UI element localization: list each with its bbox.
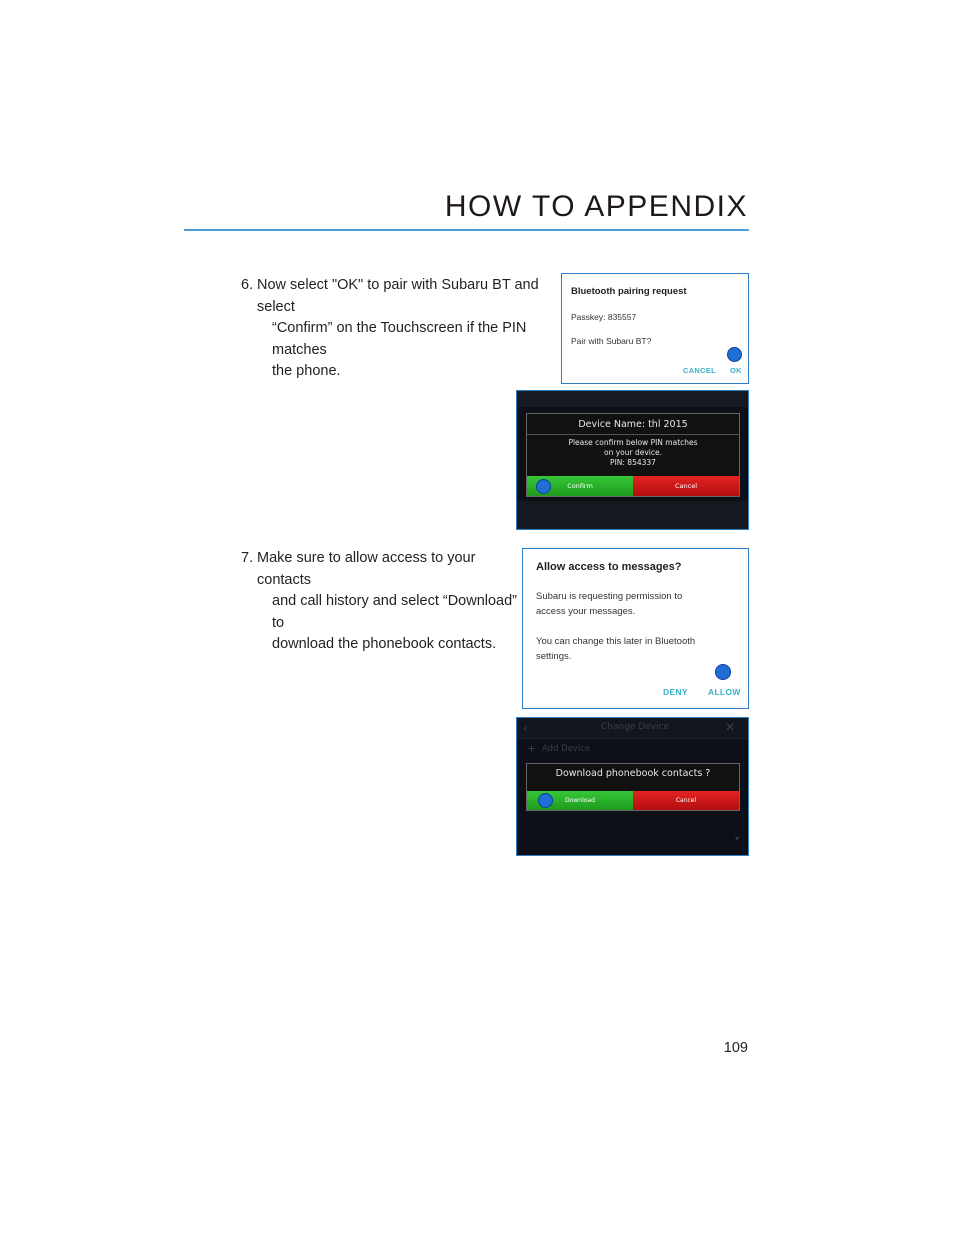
step-line: “Confirm” on the Touchscreen if the PIN matches [272, 320, 527, 358]
confirm-message-2: on your device. [604, 448, 662, 457]
screen-status-bar [517, 391, 748, 407]
touch-indicator-icon [727, 347, 742, 362]
plus-icon: + [527, 742, 537, 755]
messages-dialog [522, 548, 749, 709]
step-line: Make sure to allow access to your contacts [257, 550, 476, 588]
touch-indicator-icon [536, 479, 551, 494]
settings-text-1: You can change this later in Bluetooth [536, 636, 696, 647]
dialog-title: Bluetooth pairing request [571, 286, 687, 297]
step-6 [241, 275, 561, 383]
screen-header-title: Change Device [601, 722, 670, 732]
step-line: Now select "OK" to pair with Subaru BT and select [257, 277, 539, 315]
deny-button[interactable]: DENY [663, 687, 688, 697]
touch-indicator-icon [538, 793, 553, 808]
ok-button[interactable]: OK [730, 366, 742, 375]
cancel-button[interactable]: CANCEL [683, 366, 717, 375]
permission-text-2: access your messages. [536, 606, 636, 617]
permission-text-1: Subaru is requesting permission to [536, 591, 683, 602]
popup-divider [527, 434, 739, 435]
back-icon[interactable]: ‹ [523, 721, 528, 735]
passkey-text: Passkey: 835557 [571, 312, 637, 322]
step-line: and call history and select “Download” to [272, 593, 518, 631]
touch-indicator-icon [715, 664, 731, 680]
settings-text-2: settings. [536, 651, 572, 662]
step-7 [241, 548, 531, 656]
step-number: 7. [241, 550, 254, 566]
step-line: download the phonebook contacts. [272, 636, 497, 652]
step-number: 6. [241, 277, 254, 293]
allow-button[interactable]: ALLOW [708, 687, 741, 697]
confirm-message-1: Please confirm below PIN matches [568, 438, 698, 447]
scroll-down-icon[interactable]: ▾ [735, 834, 740, 843]
cancel-button[interactable]: Cancel [633, 791, 739, 810]
download-prompt: Download phonebook contacts ? [555, 768, 711, 779]
header-rule [184, 229, 749, 231]
cancel-button[interactable]: Cancel [633, 476, 739, 496]
pairing-dialog [561, 273, 749, 384]
page-number: 109 [723, 1040, 748, 1056]
confirm-screen [516, 390, 749, 530]
add-device-item[interactable]: Add Device [542, 744, 591, 754]
download-button[interactable]: Download [527, 791, 633, 810]
pin-text: PIN: 854337 [610, 458, 656, 467]
confirm-button[interactable]: Confirm [527, 476, 633, 496]
section-title: HOW TO APPENDIX [444, 190, 748, 223]
step-line: the phone. [272, 363, 341, 379]
dialog-title: Allow access to messages? [536, 561, 682, 573]
bottom-nav-bar [517, 501, 748, 529]
pair-question: Pair with Subaru BT? [571, 336, 652, 346]
close-icon[interactable]: ✕ [725, 720, 736, 734]
device-name: Device Name: thl 2015 [578, 419, 688, 430]
download-screen [516, 717, 749, 856]
